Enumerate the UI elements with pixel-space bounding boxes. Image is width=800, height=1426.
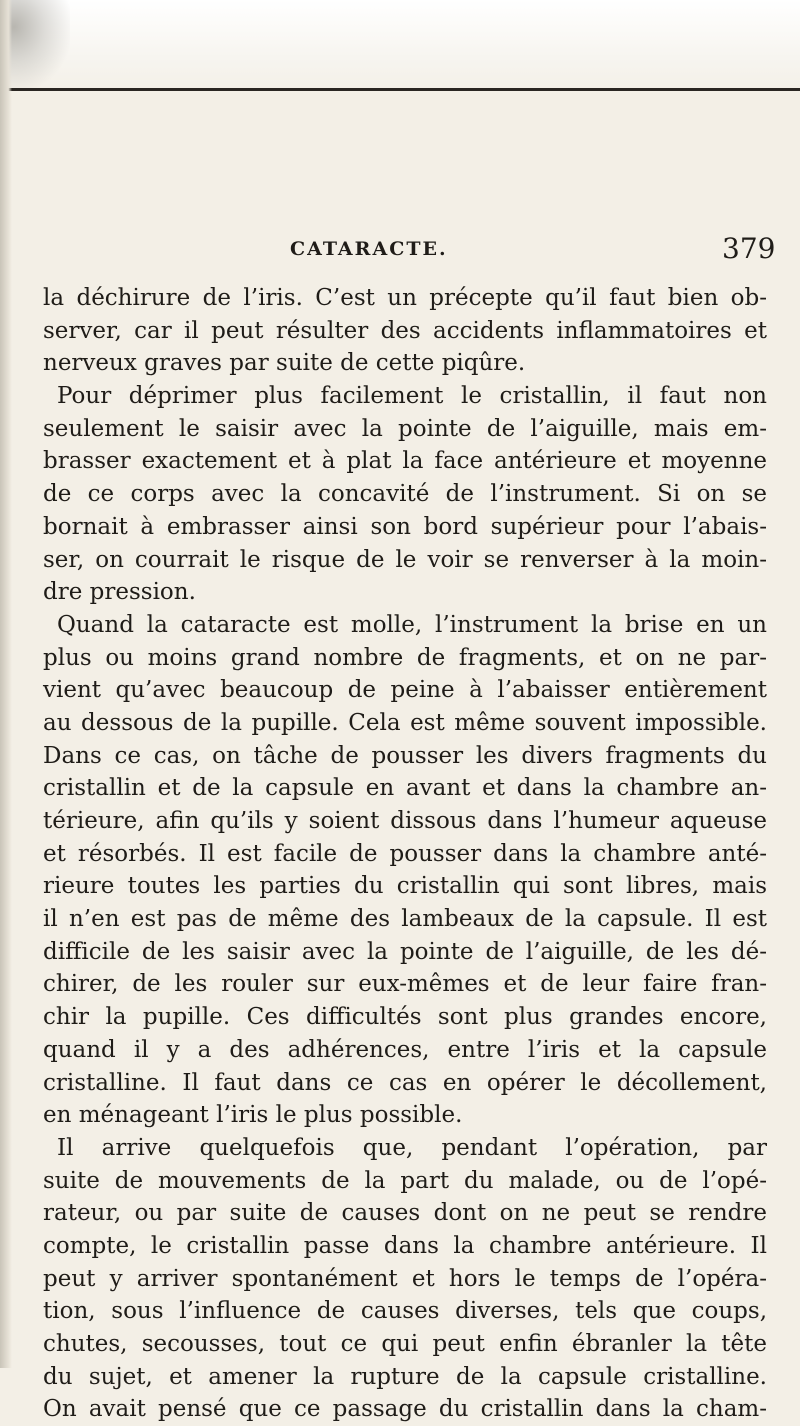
page-binding-edge	[0, 0, 12, 1368]
scan-top-margin	[0, 0, 800, 96]
text-line: rieure toutes les parties du cristallin qui sont libres, mais	[43, 873, 767, 900]
text-line: peut y arriver spontanément et hors le temps de l’opéra-	[43, 1265, 767, 1292]
running-head: CATARACTE.	[290, 238, 448, 260]
text-line: tion, sous l’influence de causes diverses, tels que coups,	[43, 1298, 767, 1325]
text-line: seulement le saisir avec la pointe de l’aiguille, mais em-	[43, 415, 767, 442]
text-line: ser, on courrait le risque de le voir se renverser à la moin-	[43, 546, 767, 573]
page-number: 379	[722, 232, 776, 265]
text-line: cristallin et de la capsule en avant et dans la chambre an-	[43, 775, 767, 802]
text-line: plus ou moins grand nombre de fragments, et on ne par-	[43, 644, 767, 671]
text-line: bornait à embrasser ainsi son bord supérieur pour l’abais-	[43, 513, 767, 540]
scan-edge-rule	[0, 88, 800, 91]
text-line: térieure, afin qu’ils y soient dissous dans l’humeur aqueuse	[43, 808, 767, 834]
text-line: dre pression.	[43, 579, 196, 606]
text-line: suite de mouvements de la part du malade, ou de l’opé-	[43, 1167, 767, 1194]
text-line: du sujet, et amener la rupture de la capsule cristalline.	[43, 1363, 767, 1390]
body-text	[43, 282, 767, 1426]
text-line: Dans ce cas, on tâche de pousser les divers fragments du	[43, 742, 767, 769]
text-line: chir la pupille. Ces difficultés sont plus grandes encore,	[43, 1004, 767, 1031]
text-line: nerveux graves par suite de cette piqûre.	[43, 350, 526, 377]
text-line: chutes, secousses, tout ce qui peut enfin ébranler la tête	[43, 1331, 767, 1357]
text-line: en ménageant l’iris le plus possible.	[43, 1102, 463, 1129]
text-line: la déchirure de l’iris. C’est un précepte qu’il faut bien ob-	[43, 285, 767, 311]
text-line: Quand la cataracte est molle, l’instrument la brise en un	[57, 611, 767, 638]
text-line: Pour déprimer plus facilement le cristallin, il faut non	[57, 383, 767, 410]
text-line: rateur, ou par suite de causes dont on ne peut se rendre	[43, 1200, 767, 1227]
text-line: compte, le cristallin passe dans la chambre antérieure. Il	[43, 1232, 767, 1259]
text-line: On avait pensé que ce passage du cristallin dans la cham-	[43, 1396, 767, 1423]
text-line: et résorbés. Il est facile de pousser dans la chambre anté-	[43, 840, 767, 867]
text-line: quand il y a des adhérences, entre l’iris et la capsule	[43, 1036, 767, 1063]
page-header	[0, 230, 800, 270]
text-line: il n’en est pas de même des lambeaux de la capsule. Il est	[43, 906, 767, 933]
text-line: vient qu’avec beaucoup de peine à l’abaisser entièrement	[43, 677, 767, 704]
text-line: difficile de les saisir avec la pointe de l’aiguille, de les dé-	[43, 938, 767, 965]
text-line: chirer, de les rouler sur eux-mêmes et de leur faire fran-	[43, 971, 767, 998]
text-line: cristalline. Il faut dans ce cas en opérer le décollement,	[43, 1069, 767, 1096]
text-line: brasser exactement et à plat la face antérieure et moyenne	[43, 448, 767, 475]
text-line: au dessous de la pupille. Cela est même souvent impossible.	[43, 709, 767, 736]
text-line: de ce corps avec la concavité de l’instrument. Si on se	[43, 481, 767, 508]
text-line: server, car il peut résulter des accidents inflammatoires et	[43, 317, 767, 344]
text-line: Il arrive quelquefois que, pendant l’opération, par	[57, 1134, 767, 1161]
